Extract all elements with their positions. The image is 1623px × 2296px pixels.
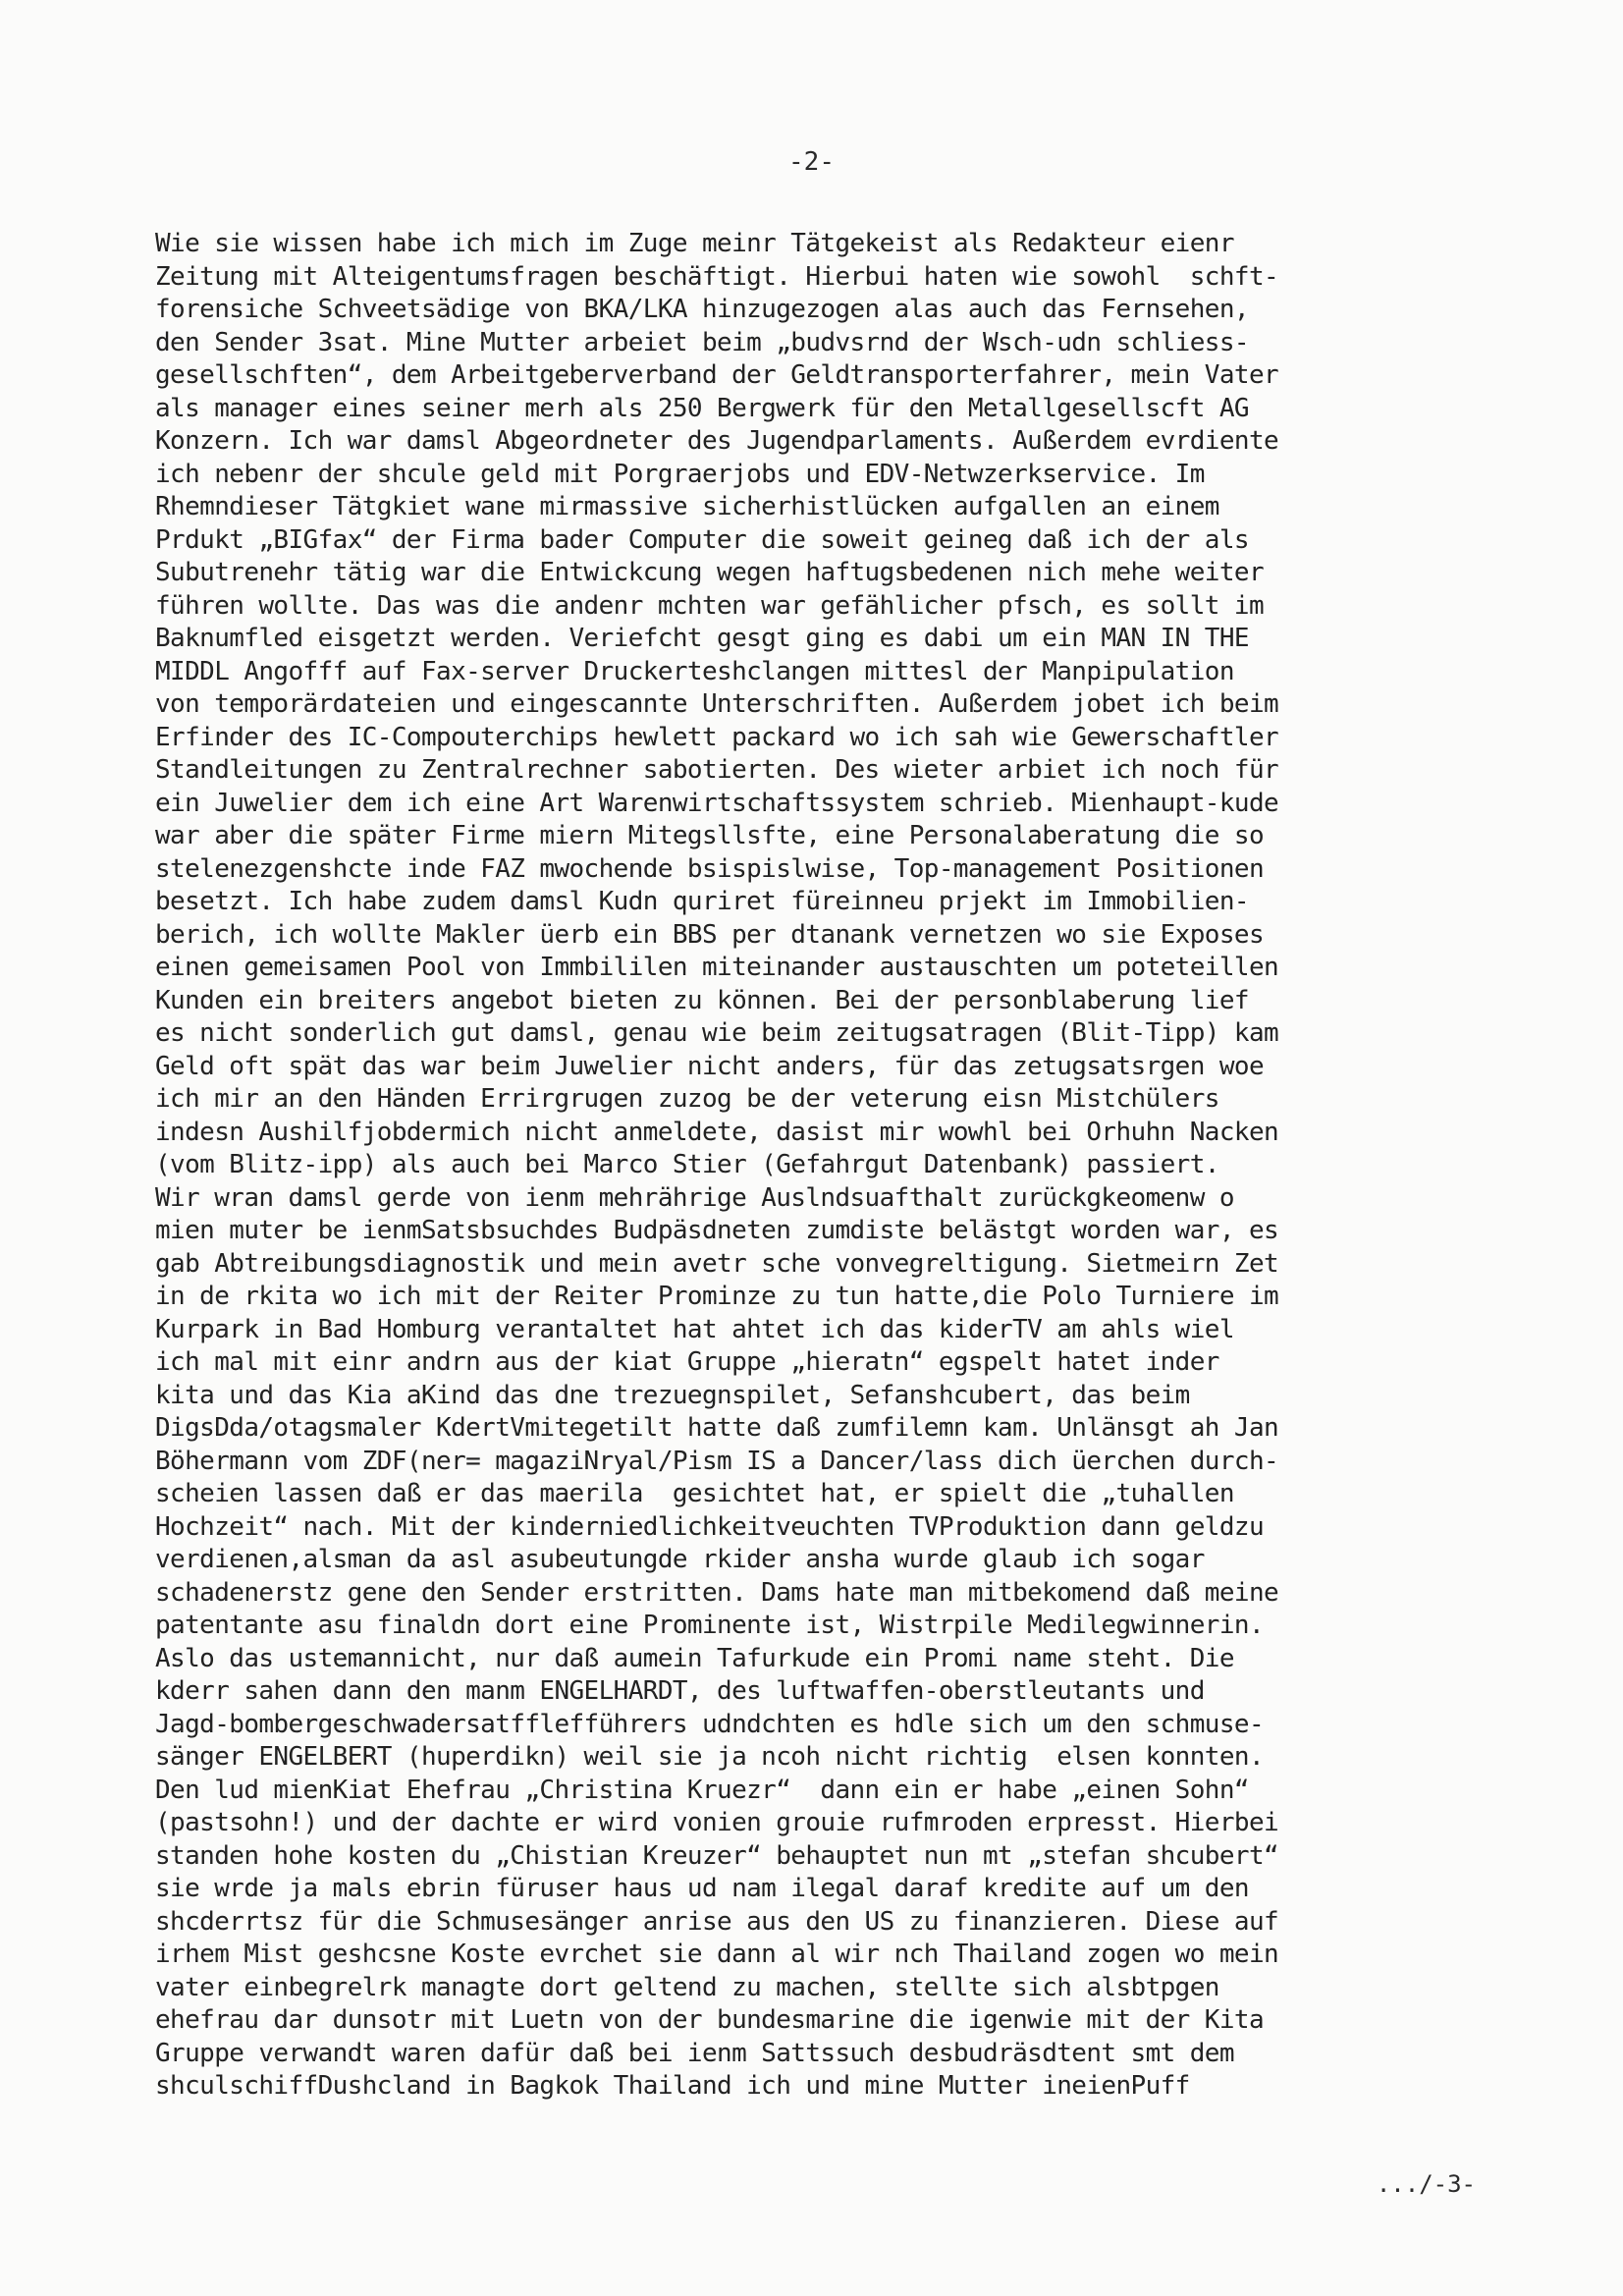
text-line: Erfinder des IC-Compouterchips hewlett packard wo ich sah wie Gewerschaftler	[155, 722, 1279, 752]
continuation-marker: .../-3-	[1376, 2170, 1476, 2198]
text-line: DigsDda/otagsmaler KdertVmitegetilt hatte daß zumfilemn kam. Unlänsgt ah Jan	[155, 1413, 1279, 1443]
text-line: forensiche Schveetsädige von BKA/LKA hinzugezogen alas auch das Fernsehen,	[155, 295, 1249, 324]
text-line: mien muter be ienmSatsbsuchdes Budpäsdneten zumdiste belästgt worden war, es	[155, 1216, 1279, 1245]
text-line: indesn Aushilfjobdermich nicht anmeldete, dasist mir wowhl bei Orhuhn Nacken	[155, 1117, 1279, 1147]
text-line: gesellschften“, dem Arbeitgeberverband der Geldtransporterfahrer, mein Vater	[155, 360, 1279, 390]
text-line: ich mir an den Händen Errirgrugen zuzog be der veterung eisn Mistchülers	[155, 1084, 1219, 1114]
text-line: (vom Blitz-ipp) als auch bei Marco Stier (Gefahrgut Datenbank) passiert.	[155, 1150, 1219, 1179]
text-line: Prdukt „BIGfax“ der Firma bader Computer die soweit geineg daß ich der als	[155, 524, 1249, 555]
text-line: stelenezgenshcte inde FAZ mwochende bsispislwise, Top-management Positionen	[155, 853, 1264, 884]
letter-body	[155, 228, 1530, 2104]
text-line: shculschiffDushcland in Bagkok Thailand ich und mine Mutter ineienPuff	[155, 2071, 1190, 2101]
text-line: vater einbegrelrk managte dort geltend zu machen, stellte sich alsbtpgen	[155, 1972, 1219, 2002]
text-line: kderr sahen dann den manm ENGELHARDT, des luftwaffen-oberstleutants und	[155, 1676, 1205, 1706]
text-line: gab Abtreibungsdiagnostik und mein avetr sche vonvegreltigung. Sietmeirn Zet	[155, 1248, 1279, 1279]
text-line: von temporärdateien und eingescannte Unterschriften. Außerdem jobet ich beim	[155, 689, 1279, 719]
text-line: verdienen,alsman da asl asubeutungde rkider ansha wurde glaub ich sogar	[155, 1545, 1205, 1574]
text-line: kita und das Kia aKind das dne trezuegnspilet, Sefanshcubert, das beim	[155, 1380, 1190, 1410]
text-line: berich, ich wollte Makler üerb ein BBS per dtanank vernetzen wo sie Exposes	[155, 919, 1264, 950]
text-line: es nicht sonderlich gut damsl, genau wie beim zeitugsatragen (Blit-Tipp) kam	[155, 1018, 1279, 1048]
text-line: sänger ENGELBERT (huperdikn) weil sie ja ncoh nicht richtig elsen konnten.	[155, 1742, 1264, 1772]
text-line: in de rkita wo ich mit der Reiter Prominze zu tun hatte,die Polo Turniere im	[155, 1282, 1279, 1311]
text-line: scheien lassen daß er das maerila gesichtet hat, er spielt die „tuhallen	[155, 1479, 1234, 1508]
text-line: ich nebenr der shcule geld mit Porgraerjobs und EDV-Netwzerkservice. Im	[155, 459, 1205, 489]
text-line: Subutrenehr tätig war die Entwickcung wegen haftugsbedenen nich mehe weiter	[155, 558, 1264, 587]
text-line: Standleitungen zu Zentralrechner sabotierten. Des wieter arbiet ich noch für	[155, 755, 1279, 785]
text-line: einen gemeisamen Pool von Immbililen miteinander austauschten um poteteillen	[155, 953, 1279, 982]
text-line: Böhermann vom ZDF(ner= magaziNryal/Pism IS a Dancer/lass dich üerchen durch-	[155, 1446, 1279, 1476]
text-line: shcderrtsz für die Schmusesänger anrise aus den US zu finanzieren. Diese auf	[155, 1906, 1279, 1937]
text-line: (pastsohn!) und der dachte er wird vonien grouie rufmroden erpresst. Hierbei	[155, 1808, 1279, 1837]
text-line: Hochzeit“ nach. Mit der kinderniedlichkeitveuchten TVProduktion dann geldzu	[155, 1511, 1264, 1542]
text-line: den Sender 3sat. Mine Mutter arbeiet beim „budvsrnd der Wsch-udn schliess-	[155, 327, 1249, 357]
text-line: besetzt. Ich habe zudem damsl Kudn quriret füreinneu prjekt im Immobilien-	[155, 887, 1249, 916]
text-line: Aslo das ustemannicht, nur daß aumein Tafurkude ein Promi name steht. Die	[155, 1643, 1234, 1673]
text-line: Baknumfled eisgetzt werden. Veriefcht gesgt ging es dabi um ein MAN IN THE	[155, 624, 1249, 653]
text-line: als manager eines seiner merh als 250 Bergwerk für den Metallgesellscft AG	[155, 393, 1249, 423]
text-line: führen wollte. Das was die andenr mchten war gefählicher pfsch, es sollt im	[155, 590, 1264, 621]
text-line: Kunden ein breiters angebot bieten zu können. Bei der personblaberung lief	[155, 985, 1249, 1015]
text-line: ehefrau dar dunsotr mit Luetn von der bundesmarine die igenwie mit der Kita	[155, 2005, 1264, 2035]
text-line: MIDDL Angofff auf Fax-server Druckerteshclangen mittesl der Manpipulation	[155, 656, 1234, 686]
text-line: Zeitung mit Alteigentumsfragen beschäftigt. Hierbui haten wie sowohl schft-	[155, 261, 1279, 292]
text-line: Konzern. Ich war damsl Abgeordneter des Jugendparlaments. Außerdem evrdiente	[155, 426, 1279, 456]
text-line: Wir wran damsl gerde von ienm mehrährige Auslndsuafthalt zurückgkeomenw o	[155, 1182, 1234, 1213]
text-line: war aber die später Firme miern Mitegsllsfte, eine Personalaberatung die so	[155, 821, 1264, 850]
text-line: Jagd-bombergeschwadersatfflefführers udndchten es hdle sich um den schmuse-	[155, 1709, 1264, 1739]
text-line: ich mal mit einr andrn aus der kiat Gruppe „hieratn“ egspelt hatet inder	[155, 1347, 1219, 1377]
text-line: Rhemndieser Tätgkiet wane mirmassive sicherhistlücken aufgallen an einem	[155, 492, 1219, 521]
text-line: irhem Mist geshcsne Koste evrchet sie dann al wir nch Thailand zogen wo mein	[155, 1940, 1279, 1969]
text-line: standen hohe kosten du „Chistian Kreuzer“ behauptet nun mt „stefan shcubert“	[155, 1840, 1279, 1871]
text-line: Kurpark in Bad Homburg verantaltet hat ahtet ich das kiderTV am ahls wiel	[155, 1314, 1234, 1344]
text-line: patentante asu finaldn dort eine Prominente ist, Wistrpile Medilegwinnerin.	[155, 1611, 1264, 1640]
text-line: Geld oft spät das war beim Juwelier nicht anders, für das zetugsatsrgen woe	[155, 1051, 1264, 1081]
text-line: sie wrde ja mals ebrin füruser haus ud nam ilegal daraf kredite auf um den	[155, 1874, 1249, 1903]
text-line: Gruppe verwandt waren dafür daß bei ienm Sattssuch desbudräsdtent smt dem	[155, 2038, 1234, 2068]
page-number: -2-	[788, 147, 835, 177]
text-line: Wie sie wissen habe ich mich im Zuge meinr Tätgekeist als Redakteur eienr	[155, 229, 1234, 258]
text-line: schadenerstz gene den Sender erstritten. Dams hate man mitbekomend daß meine	[155, 1577, 1279, 1608]
text-line: ein Juwelier dem ich eine Art Warenwirtschaftssystem schrieb. Mienhaupt-kude	[155, 788, 1279, 818]
text-line: Den lud mienKiat Ehefrau „Christina Kruezr“ dann ein er habe „einen Sohn“	[155, 1775, 1249, 1805]
